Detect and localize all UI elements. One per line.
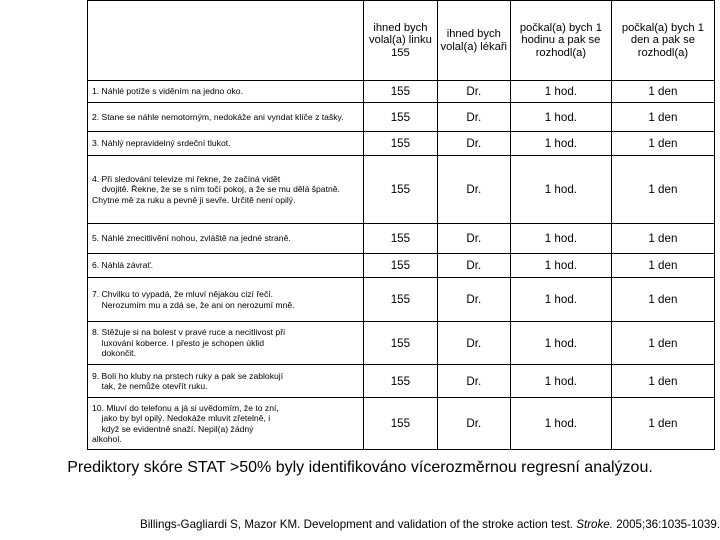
answer-doctor: Dr.	[437, 103, 510, 132]
question-cell: 4. Při sledování televize mi řekne, že začíná vidět dvojitě. Řekne, že se s ním točí pokoj, a že se mu dělá špatně. Chytne mě za ruku a pevně ji sevře. Určitě není opilý.	[88, 156, 364, 224]
question-cell: 7. Chvilku to vypadá, že mluví nějakou cizí řečí. Nerozumím mu a zdá se, že ani on nerozumí mně.	[88, 278, 364, 322]
answer-155: 155	[364, 322, 437, 365]
header-wait-1-hour: počkal(a) bych 1 hodinu a pak se rozhodl(a)	[510, 1, 611, 81]
answer-155: 155	[364, 365, 437, 398]
answer-155: 155	[364, 254, 437, 278]
answer-doctor: Dr.	[437, 156, 510, 224]
stroke-action-table	[87, 0, 715, 450]
answer-155: 155	[364, 81, 437, 103]
header-call-155: ihned bych volal(a) linku 155	[364, 1, 437, 81]
summary-text: Prediktory skóre STAT >50% byly identifikováno vícerozměrnou regresní analýzou.	[67, 459, 653, 476]
empty-corner-cell	[88, 1, 364, 81]
answer-1-day: 1 den	[611, 254, 714, 278]
answer-1-day: 1 den	[611, 103, 714, 132]
answer-doctor: Dr.	[437, 322, 510, 365]
question-cell: 2. Stane se náhle nemotorným, nedokáže ani vyndat klíče z tašky.	[88, 103, 364, 132]
answer-doctor: Dr.	[437, 132, 510, 156]
question-cell: 9. Bolí ho kluby na prstech ruky a pak se zablokují tak, že nemůže otevřít ruku.	[88, 365, 364, 398]
answer-doctor: Dr.	[437, 224, 510, 254]
answer-1-day: 1 den	[611, 322, 714, 365]
answer-1-day: 1 den	[611, 81, 714, 103]
question-cell: 6. Náhlá závrať.	[88, 254, 364, 278]
header-wait-1-day: počkal(a) bych 1 den a pak se rozhodl(a)	[611, 1, 714, 81]
citation-journal: Stroke.	[576, 518, 613, 531]
table-row	[88, 254, 715, 278]
header-call-doctor: ihned bych volal(a) lékaři	[437, 1, 510, 81]
answer-1-day: 1 den	[611, 365, 714, 398]
citation-authors: Billings-Gagliardi S, Mazor KM. Development and validation of the stroke action test.	[139, 518, 577, 531]
answer-1-day: 1 den	[611, 278, 714, 322]
question-cell: 1. Náhlé potíže s viděním na jedno oko.	[88, 81, 364, 103]
answer-155: 155	[364, 278, 437, 322]
answer-155: 155	[364, 156, 437, 224]
table-row	[88, 278, 715, 322]
answer-1-hour: 1 hod.	[510, 132, 611, 156]
answer-155: 155	[364, 132, 437, 156]
answer-155: 155	[364, 103, 437, 132]
answer-1-day: 1 den	[611, 132, 714, 156]
answer-doctor: Dr.	[437, 81, 510, 103]
answer-1-hour: 1 hod.	[510, 365, 611, 398]
question-cell: 8. Stěžuje si na bolest v pravé ruce a necitlivost při luxování koberce. I přesto je schopen úklid dokončit.	[88, 322, 364, 365]
answer-1-hour: 1 hod.	[510, 254, 611, 278]
answer-1-hour: 1 hod.	[510, 322, 611, 365]
table-row	[88, 322, 715, 365]
table-row	[88, 156, 715, 224]
citation-volume: 2005;36:1035-1039.	[612, 518, 720, 531]
answer-155: 155	[364, 224, 437, 254]
answer-155: 155	[364, 398, 437, 450]
question-cell: 5. Náhlé znecitlivění nohou, zvláště na jedné straně.	[88, 224, 364, 254]
answer-1-day: 1 den	[611, 224, 714, 254]
answer-1-day: 1 den	[611, 398, 714, 450]
answer-1-hour: 1 hod.	[510, 224, 611, 254]
table-row	[88, 224, 715, 254]
question-cell: 3. Náhlý nepravidelný srdeční tlukot.	[88, 132, 364, 156]
header-row	[88, 1, 715, 81]
table-row	[88, 103, 715, 132]
answer-1-hour: 1 hod.	[510, 278, 611, 322]
table-row	[88, 365, 715, 398]
citation	[0, 518, 720, 531]
answer-doctor: Dr.	[437, 398, 510, 450]
answer-1-day: 1 den	[611, 156, 714, 224]
table-row	[88, 132, 715, 156]
answer-1-hour: 1 hod.	[510, 103, 611, 132]
answer-doctor: Dr.	[437, 365, 510, 398]
question-cell: 10. Mluví do telefonu a já si uvědomím, že to zní, jako by byl opilý. Nedokáže mluvit zřetelně, i když se evidentně snaží. Nepil(a) žádný alkohol.	[88, 398, 364, 450]
table-row	[88, 398, 715, 450]
answer-1-hour: 1 hod.	[510, 398, 611, 450]
table-row	[88, 81, 715, 103]
answer-1-hour: 1 hod.	[510, 156, 611, 224]
answer-doctor: Dr.	[437, 278, 510, 322]
answer-1-hour: 1 hod.	[510, 81, 611, 103]
answer-doctor: Dr.	[437, 254, 510, 278]
